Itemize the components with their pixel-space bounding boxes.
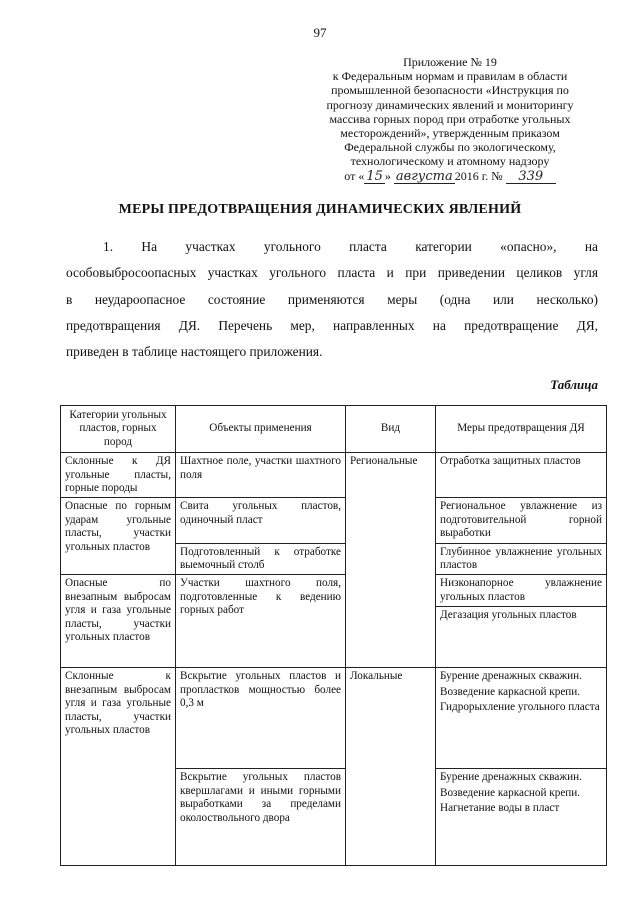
appendix-line: месторождений», утвержденным приказом (340, 126, 560, 141)
measure-cell: Дегазация угольных пластов (436, 607, 607, 668)
object-cell: Свита угольных пластов, одиночный пласт (176, 498, 346, 543)
appendix-line: массива горных пород при отработке угольных (329, 111, 571, 126)
measure-item: Нагнетание воды в пласт (440, 802, 560, 815)
document-title: МЕРЫ ПРЕДОТВРАЩЕНИЯ ДИНАМИЧЕСКИХ ЯВЛЕНИЙ (118, 202, 522, 217)
appendix-line: промышленной безопасности «Инструкция по (331, 83, 569, 98)
measure-item: Гидрорыхление угольного пласта (440, 701, 600, 714)
order-prefix: от « (344, 168, 365, 183)
measure-cell (436, 769, 607, 866)
order-year: 2016 г. № (454, 168, 503, 183)
appendix-header (300, 55, 600, 184)
measure-item: Возведение каркасной крепи. (440, 786, 581, 799)
paragraph-line: 1. На участках угольного пласта категории «опасно», на (103, 239, 598, 254)
category-cell: Опасные по внезапным выбросам угля и газа угольные пласты, участки угольных пластов (61, 575, 176, 668)
header-type: Вид (346, 406, 436, 453)
measure-cell: Низконапорное увлажнение угольных пластов (436, 575, 607, 607)
appendix-line: Федеральной службы по экологическому, (344, 140, 556, 155)
measure-cell: Глубинное увлажнение угольных пластов (436, 543, 607, 575)
order-date-line (300, 169, 600, 184)
paragraph-line: особовыбросоопасных участках угольного пласта и при приведении целиков угля (66, 265, 598, 281)
measure-item: Бурение дренажных скважин. (440, 771, 582, 784)
table-row (61, 668, 607, 769)
measure-cell: Региональное увлажнение из подготовительной горной выработки (436, 498, 607, 543)
measure-cell: Отработка защитных пластов (436, 453, 607, 498)
object-cell: Участки шахтного поля, подготовленные к ведению горных работ (176, 575, 346, 668)
paragraph-line: приведен в таблице настоящего приложения. (66, 344, 323, 360)
order-mid: » (384, 168, 391, 183)
table-header-row (61, 406, 607, 453)
measure-item: Бурение дренажных скважин. (440, 670, 582, 683)
table-row (61, 498, 607, 543)
measure-item: Возведение каркасной крепи. (440, 685, 581, 698)
order-day-handwritten: 15 (366, 168, 383, 184)
type-cell-regional: Региональные (346, 453, 436, 668)
order-month-handwritten: августа (395, 168, 453, 184)
measures-table (60, 405, 607, 866)
object-cell: Шахтное поле, участки шахтного поля (176, 453, 346, 498)
table-row (61, 575, 607, 607)
object-cell: Вскрытие угольных пластов квершлагами и иными горными выработками за пределами околоствольного двора (176, 769, 346, 866)
object-cell: Подготовленный к отработке выемочный столб (176, 543, 346, 575)
paragraph-line: предотвращения ДЯ. Перечень мер, направленных на предотвращение ДЯ, (66, 317, 598, 333)
table-row (61, 453, 607, 498)
category-cell: Склонные к ДЯ угольные пласты, горные породы (61, 453, 176, 498)
object-cell: Вскрытие угольных пластов и пропластков мощностью более 0,3 м (176, 668, 346, 769)
header-measures: Меры предотвращения ДЯ (436, 406, 607, 453)
category-cell: Склонные к внезапным выбросам угля и газа угольные пласты, участки угольных пластов (61, 668, 176, 866)
appendix-line: к Федеральным нормам и правилам в области (332, 69, 568, 84)
category-cell: Опасные по горным ударам угольные пласты, участки угольных пластов (61, 498, 176, 575)
table-label: Таблица (550, 377, 598, 392)
order-number-handwritten: 339 (506, 170, 556, 184)
appendix-line: прогнозу динамических явлений и мониторингу (326, 97, 574, 112)
header-categories: Категории угольных пластов, горных пород (61, 406, 176, 453)
type-cell-local: Локальные (346, 668, 436, 866)
page-number: 97 (313, 25, 327, 40)
paragraph-line: в неудароопасное состояние применяются меры (одна или несколько) (66, 291, 598, 307)
measure-cell (436, 668, 607, 769)
appendix-line: технологическому и атомному надзору (350, 154, 550, 169)
appendix-line: Приложение № 19 (403, 55, 497, 69)
intro-paragraph (66, 234, 598, 365)
header-objects: Объекты применения (176, 406, 346, 453)
